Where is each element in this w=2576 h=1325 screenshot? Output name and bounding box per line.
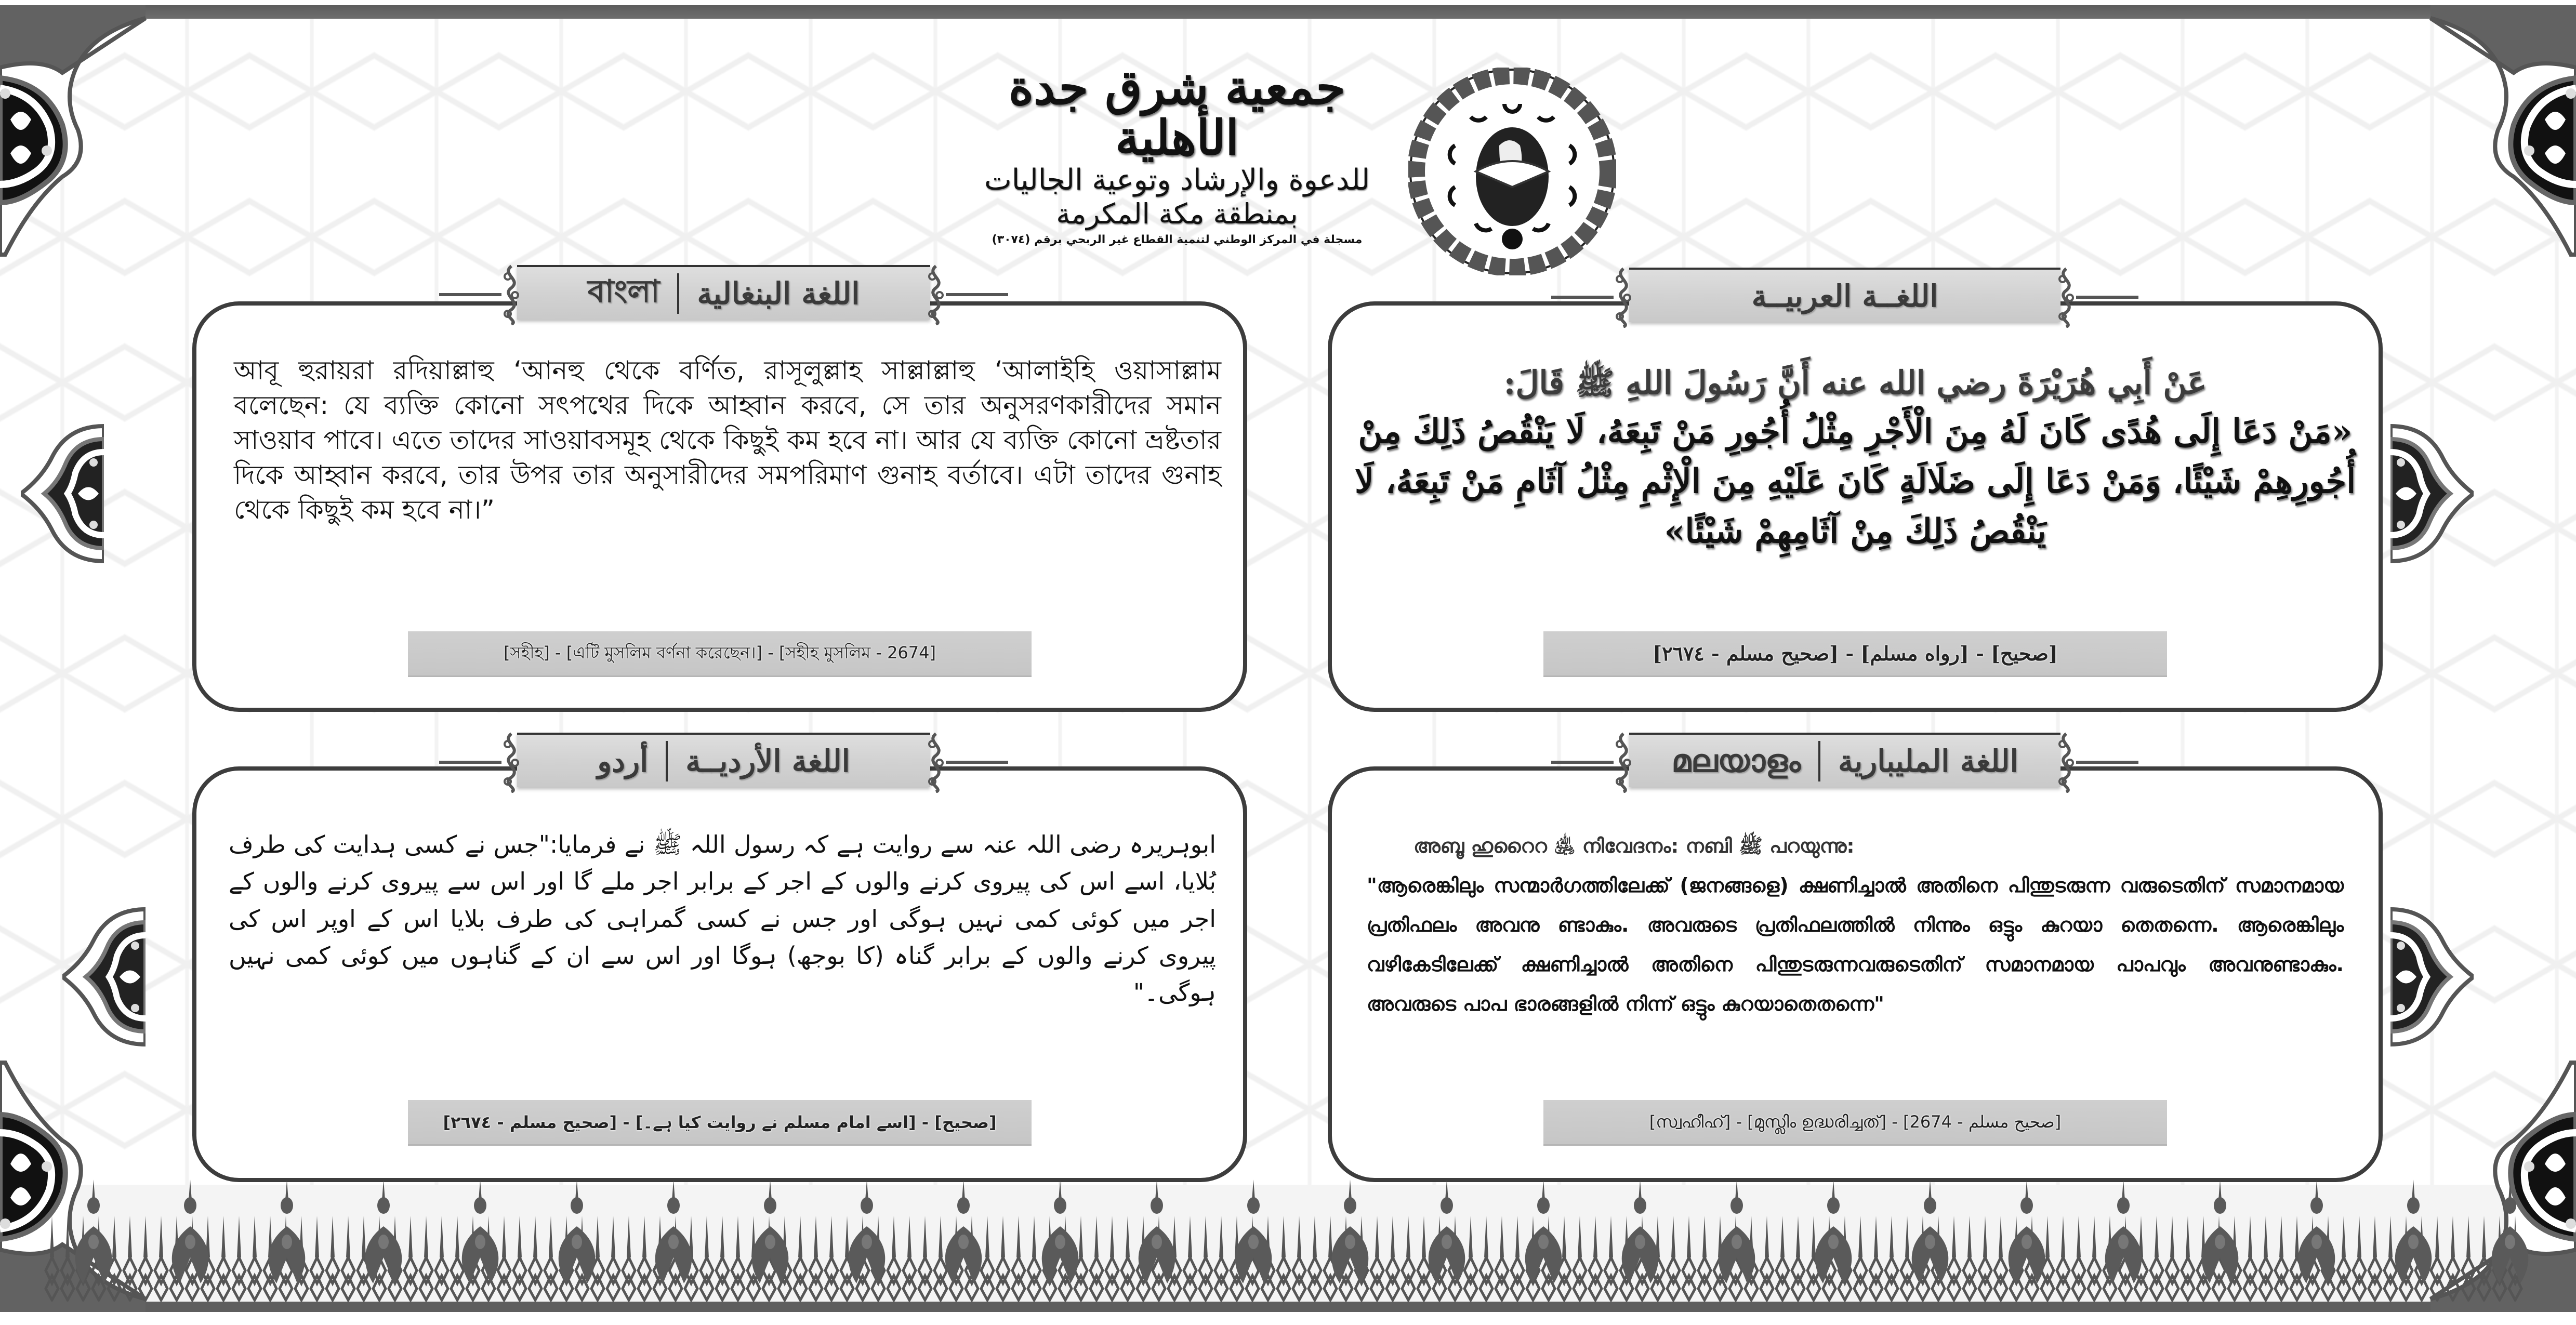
frieze-ornament-element xyxy=(2342,1216,2346,1257)
frieze-ornament-element xyxy=(1328,1216,1332,1257)
frieze-ornament-element xyxy=(1874,1216,1878,1257)
frieze-ornament-element xyxy=(1345,1235,1355,1249)
arabic-hadith-text: «مَنْ دَعَا إِلَى هُدًى كَانَ لَهُ مِنَ الْأَجْرِ مِثْلُ أُجُورِ مَنْ تَبِعَهُ، لَا يَنْقُصُ ذَلِكَ مِنْ أُجُورِهِمْ شَيْئًا، وَمَنْ دَعَا إِلَى ضَلَالَةٍ كَانَ عَلَيْهِ مِنَ الْإِثْمِ مِثْلُ آثَامِ مَنْ تَبِعَهُ، لَا يَنْقُصُ ذَلِكَ مِنْ آثَامِهِمْ شَيْئًا» xyxy=(1355,412,2356,551)
bengali-hadith-text: আবূ হুরায়রা রদিয়াল্লাহু ‘আনহু থেকে বর্ণিত, রাসূলুল্লাহ সাল্লাল্লাহু ‘আলাইহি ওয়াসাল্লাম বলেছেন: যে ব্যক্তি কোনো সৎপথের দিকে আহ্বান করবে, সে তার অনুসরণকারীদের সমান সাওয়াব পাবে। এতে তাদের সাওয়াবসমূহ থেকে কিছুই কম হবে না। আর যে ব্যক্তি কোনো ভ্রষ্টতার দিকে আহ্বান করবে, তার উপর তার অনুসারীদের সমপরিমাণ গুনাহ বর্তাবে। এটা তাদের গুনাহ থেকে কিছুই কম হবে না।” xyxy=(234,355,1221,525)
frieze-ornament-element xyxy=(112,1216,116,1257)
frieze-ornament-element xyxy=(1054,1197,1066,1214)
frieze-ornament-element xyxy=(2117,1197,2130,1214)
frieze-ornament-element xyxy=(2482,1216,2486,1257)
frieze-ornament-element xyxy=(1219,1216,1223,1257)
frieze-ornament-element xyxy=(572,1235,582,1249)
frieze-ornament-element xyxy=(596,1216,600,1257)
frieze-ornament-element xyxy=(1441,1197,1453,1214)
frieze-ornament-element xyxy=(1562,1216,1566,1257)
frieze-ornament-element xyxy=(1282,1216,1286,1257)
flourish-ornament-icon xyxy=(2053,267,2079,328)
flourish-ornament-icon xyxy=(923,264,949,325)
malayalam-label-native: മലയാളം xyxy=(1671,743,1801,779)
frieze-ornament-element xyxy=(1094,1216,1099,1257)
frieze-ornament-element xyxy=(2357,1216,2361,1257)
frieze-ornament-element xyxy=(1994,1257,2007,1300)
frieze-ornament-element xyxy=(1925,1235,1935,1249)
arabic-plaque xyxy=(1629,268,2060,322)
frieze-ornament-element xyxy=(46,1257,58,1300)
frieze-ornament-element xyxy=(939,1216,943,1257)
frieze-ornament-element xyxy=(1106,1257,1118,1300)
frieze-ornament-element xyxy=(810,1257,822,1300)
frieze-ornament-element xyxy=(2182,1257,2194,1300)
bengali-label-native: বাংলা xyxy=(587,273,660,310)
frieze-ornament-element xyxy=(1055,1235,1065,1249)
frieze-ornament-element xyxy=(814,1216,818,1257)
frieze-ornament-element xyxy=(825,1257,838,1300)
frieze-ornament-element xyxy=(2215,1235,2225,1249)
frieze-ornament-element xyxy=(2022,1235,2032,1249)
frieze-ornament-element xyxy=(1905,1216,1909,1257)
frieze-ornament-element xyxy=(529,1257,541,1300)
frieze-ornament-element xyxy=(627,1216,631,1257)
arabic-hadith-intro: عَنْ أَبِي هُرَيْرَةَ رضي الله عنه أَنَّ رَسُولَ اللهِ ﷺ قَالَ: xyxy=(1503,364,2207,402)
frieze-ornament-element xyxy=(798,1216,802,1257)
frieze-ornament-element xyxy=(907,1216,911,1257)
frieze-ornament-element xyxy=(1309,1257,1321,1300)
frieze-ornament-element xyxy=(2478,1257,2490,1300)
frieze-ornament-element xyxy=(139,1257,152,1300)
side-medallion-left-upper xyxy=(21,416,104,572)
frieze-ornament-element xyxy=(1538,1235,1549,1249)
plaque-line-left xyxy=(439,761,501,764)
frieze-ornament-element xyxy=(1683,1257,1695,1300)
frieze-ornament-element xyxy=(237,1216,241,1257)
frieze-ornament-element xyxy=(1635,1235,1645,1249)
arabic-hadith-block xyxy=(1351,359,2359,556)
frieze-ornament-element xyxy=(1885,1257,1898,1300)
frieze-ornament-element xyxy=(451,1257,464,1300)
flourish-ornament-icon xyxy=(923,732,949,793)
frieze-ornament-element xyxy=(2466,1216,2471,1257)
frieze-ornament-element xyxy=(143,1216,148,1257)
frieze-ornament-element xyxy=(2088,1257,2101,1300)
frieze-ornament-element xyxy=(829,1216,834,1257)
frieze-ornament-element xyxy=(2264,1216,2268,1257)
urdu-label-native: أردو xyxy=(597,743,649,779)
frieze-ornament-element xyxy=(408,1216,413,1257)
frieze-ornament-element xyxy=(997,1257,1009,1300)
frieze-ornament-element xyxy=(1313,1216,1317,1257)
frieze-ornament-element xyxy=(2057,1257,2069,1300)
frieze-ornament-element xyxy=(668,1235,679,1249)
frieze-ornament-element xyxy=(253,1216,257,1257)
frieze-ornament-element xyxy=(2388,1216,2393,1257)
frieze-ornament-element xyxy=(2275,1257,2288,1300)
frieze-ornament-element xyxy=(1999,1216,2003,1257)
frieze-ornament-element xyxy=(2408,1235,2419,1249)
malayalam-hadith-text: "ആരെങ്കിലും സന്മാർഗത്തിലേക്ക് (ജനങ്ങളെ) ക്ഷണിച്ചാൽ അതിനെ പിന്തുടരുന്ന വരുടെതിന് സമാനമായ പ്രതിഫലം അവനു ണ്ടാകും. അവരുടെ പ്രതിഫലത്തിൽ നിന്നും ഒട്ടും കുറയാ തെതന്നെ. ആരെങ്കിലും വഴികേടിലേക്ക് ക്ഷണിച്ചാൽ അതിനെ പിന്തുടരുന്നവരുടെതിന് സമാനമായ പാപവും അവനുണ്ടാകും. അവരുടെ പാപ ഭാരങ്ങളിൽ നിന്ന് ഒട്ടും കുറയാതെതന്നെ" xyxy=(1367,874,2344,1015)
frieze-ornament-element xyxy=(764,1197,776,1214)
frieze-ornament-element xyxy=(513,1257,526,1300)
frieze-ornament-element xyxy=(611,1216,615,1257)
plaque-line-right xyxy=(2076,296,2138,299)
frieze-ornament-element xyxy=(1609,1216,1613,1257)
frieze-ornament-element xyxy=(1371,1257,1383,1300)
frieze-ornament-element xyxy=(2150,1257,2163,1300)
frieze-ornament-element xyxy=(50,1216,54,1257)
frieze-ornament-element xyxy=(2504,1197,2516,1214)
plaque-line-right xyxy=(946,293,1008,296)
frieze-ornament-element xyxy=(518,1216,522,1257)
frieze-ornament-element xyxy=(1761,1257,1773,1300)
frieze-ornament-element xyxy=(1924,1197,1936,1214)
frieze-ornament-element xyxy=(571,1197,583,1214)
frieze-ornament-element xyxy=(985,1216,989,1257)
frieze-ornament-element xyxy=(342,1257,354,1300)
frieze-ornament-element xyxy=(2373,1216,2377,1257)
frieze-ornament-element xyxy=(1963,1257,1976,1300)
organization-subtitle: للدعوة والإرشاد وتوعية الجاليات xyxy=(984,163,1370,197)
frieze-ornament-element xyxy=(88,1235,99,1249)
arabic-citation: [صحيح] - [رواه مسلم] - [صحيح مسلم - ٢٦٧٤] xyxy=(1543,631,2167,677)
frieze-ornament-element xyxy=(331,1216,335,1257)
frieze-ornament-element xyxy=(1537,1197,1550,1214)
frieze-ornament-element xyxy=(888,1257,900,1300)
plaque-line-left xyxy=(1551,296,1614,299)
frieze-ornament-element xyxy=(957,1197,970,1214)
frieze-ornament-element xyxy=(1870,1257,1882,1300)
frieze-ornament-element xyxy=(2214,1197,2226,1214)
frieze-ornament-element xyxy=(1796,1216,1800,1257)
frieze-ornament-element xyxy=(2020,1197,2033,1214)
frieze-ornament-element xyxy=(65,1216,70,1257)
frieze-ornament-element xyxy=(184,1197,196,1214)
frieze-ornament-element xyxy=(720,1216,724,1257)
bengali-plaque xyxy=(517,265,930,320)
frieze-ornament-element xyxy=(440,1216,444,1257)
frieze-ornament-element xyxy=(420,1257,432,1300)
organization-title-block xyxy=(956,59,1398,247)
frieze-ornament-element xyxy=(498,1257,510,1300)
frieze-ornament-element xyxy=(1079,1216,1083,1257)
top-frame-bar xyxy=(0,5,2576,19)
frieze-ornament-element xyxy=(1028,1257,1040,1300)
frieze-ornament-element xyxy=(1121,1257,1134,1300)
frieze-ornament-element xyxy=(2337,1257,2350,1300)
plaque-line-left xyxy=(439,293,501,296)
frieze-ornament-element xyxy=(1184,1257,1196,1300)
frieze-ornament-element xyxy=(87,1197,100,1214)
frieze-ornament-element xyxy=(1952,1216,1956,1257)
frieze-ornament-element xyxy=(404,1257,417,1300)
frieze-ornament-element xyxy=(2248,1216,2252,1257)
flourish-ornament-icon xyxy=(498,264,524,325)
frieze-ornament-element xyxy=(981,1257,994,1300)
frieze-ornament-element xyxy=(1199,1257,1212,1300)
frieze-ornament-element xyxy=(736,1216,740,1257)
frieze-ornament-element xyxy=(2310,1197,2323,1214)
malayalam-citation: [സ്വഹീഹ്] - [മുസ്ലിം ഉദ്ധരിച്ചത്] - [صحيح مسلم - 2674] xyxy=(1543,1100,2167,1146)
frieze-ornament-element xyxy=(1765,1216,1769,1257)
frieze-ornament-element xyxy=(1469,1216,1473,1257)
frieze-ornament-element xyxy=(1511,1257,1524,1300)
frieze-ornament-element xyxy=(248,1257,261,1300)
frieze-ornament-element xyxy=(1375,1216,1379,1257)
frieze-ornament-element xyxy=(765,1235,775,1249)
frieze-ornament-element xyxy=(1496,1257,1508,1300)
frieze-ornament-element xyxy=(1204,1216,1208,1257)
plaque-separator xyxy=(666,741,668,781)
frieze-ornament-element xyxy=(1293,1257,1305,1300)
frieze-ornament-element xyxy=(1702,1216,1707,1257)
side-medallion-right-upper xyxy=(2390,416,2474,572)
frieze-ornament-element xyxy=(1605,1257,1617,1300)
flourish-ornament-icon xyxy=(1610,267,1636,328)
frieze-ornament-element xyxy=(2431,1257,2443,1300)
frieze-ornament-element xyxy=(311,1257,323,1300)
organization-name: جمعية شرق جدة الأهلية xyxy=(1008,59,1346,166)
frieze-ornament-element xyxy=(1001,1216,1005,1257)
frieze-ornament-element xyxy=(455,1216,459,1257)
frieze-ornament-element xyxy=(1780,1216,1785,1257)
frieze-ornament-element xyxy=(2311,1235,2322,1249)
frieze-ornament-element xyxy=(233,1257,245,1300)
flourish-ornament-icon xyxy=(498,732,524,793)
frieze-ornament-element xyxy=(1828,1235,1839,1249)
frieze-ornament-element xyxy=(716,1257,729,1300)
frieze-ornament-element xyxy=(185,1235,195,1249)
frieze-ornament-element xyxy=(1406,1216,1410,1257)
frieze-ornament-element xyxy=(1687,1216,1691,1257)
malayalam-hadith-block xyxy=(1367,826,2344,1024)
frieze-ornament-element xyxy=(1515,1216,1520,1257)
globe-book-crescents-icon xyxy=(1408,68,1616,275)
frieze-ornament-element xyxy=(2077,1216,2081,1257)
frieze-ornament-element xyxy=(1776,1257,1789,1300)
frieze-ornament-element xyxy=(2092,1216,2096,1257)
frieze-ornament-element xyxy=(533,1216,537,1257)
plaque-line-left xyxy=(1551,761,1614,764)
frieze-ornament-element xyxy=(794,1257,807,1300)
frieze-ornament-element xyxy=(861,1197,873,1214)
frieze-ornament-element xyxy=(346,1216,350,1257)
frieze-ornament-element xyxy=(2384,1257,2397,1300)
plaque-line-right xyxy=(946,761,1008,764)
side-medallion-left-lower xyxy=(62,899,146,1055)
frieze-ornament-element xyxy=(1732,1235,1742,1249)
frieze-ornament-element xyxy=(1188,1216,1192,1257)
frieze-ornament-element xyxy=(1827,1197,1840,1214)
frieze-ornament-element xyxy=(2451,1216,2455,1257)
frieze-ornament-element xyxy=(2186,1216,2190,1257)
frieze-ornament-element xyxy=(1215,1257,1227,1300)
frieze-ornament-element xyxy=(1890,1216,1894,1257)
frieze-ornament-element xyxy=(315,1216,319,1257)
frieze-ornament-element xyxy=(623,1257,635,1300)
frieze-ornament-element xyxy=(159,1216,163,1257)
frieze-ornament-element xyxy=(701,1257,713,1300)
frieze-ornament-element xyxy=(1152,1235,1162,1249)
frieze-ornament-element xyxy=(282,1235,292,1249)
frieze-ornament-element xyxy=(378,1235,389,1249)
frieze-ornament-element xyxy=(1858,1216,1862,1257)
frieze-ornament-element xyxy=(1090,1257,1103,1300)
frieze-ornament-element xyxy=(1248,1235,1259,1249)
frieze-ornament-element xyxy=(1812,1216,1816,1257)
malayalam-plaque xyxy=(1629,733,2060,787)
frieze-ornament-element xyxy=(155,1257,167,1300)
frieze-ornament-element xyxy=(1247,1197,1260,1214)
frieze-ornament-element xyxy=(934,1257,947,1300)
malayalam-label-arabic: اللغة المليبارية xyxy=(1838,743,2018,779)
frieze-ornament-element xyxy=(1422,1216,1426,1257)
frieze-ornament-element xyxy=(435,1257,448,1300)
frieze-ornament-element xyxy=(1983,1216,1987,1257)
frieze-ornament-element xyxy=(549,1216,553,1257)
corner-ornament-top-left xyxy=(0,5,151,265)
frieze-ornament-element xyxy=(128,1216,132,1257)
frieze-ornament-element xyxy=(1948,1257,1960,1300)
frieze-ornament-element xyxy=(2295,1216,2299,1257)
frieze-ornament-element xyxy=(2447,1257,2459,1300)
frieze-ornament-element xyxy=(2072,1257,2085,1300)
frieze-ornament-element xyxy=(892,1216,896,1257)
frieze-ornament-element xyxy=(474,1197,486,1214)
frieze-ornament-element xyxy=(502,1216,506,1257)
frieze-ornament-element xyxy=(2353,1257,2366,1300)
frieze-ornament-element xyxy=(1418,1257,1430,1300)
frieze-ornament-element xyxy=(1032,1216,1036,1257)
malayalam-hadith-intro: അബൂ ഹുറൈറ ﵁ നിവേദനം: നബി ﷺ പറയുന്നു: xyxy=(1414,834,1855,857)
frieze-ornament-element xyxy=(217,1257,230,1300)
flourish-ornament-icon xyxy=(1610,732,1636,793)
frieze-ornament-element xyxy=(1500,1216,1504,1257)
plaque-line-right xyxy=(2076,761,2138,764)
frieze-ornament-element xyxy=(1698,1257,1711,1300)
frieze-ornament-element xyxy=(545,1257,557,1300)
frieze-ornament-element xyxy=(2369,1257,2381,1300)
bottom-frieze-ornament xyxy=(42,1180,2534,1302)
frieze-ornament-element xyxy=(923,1216,927,1257)
bengali-citation: [সহীহ] - [এটি মুসলিম বর্ণনা করেছেন।] - [সহীহ মুসলিম - 2674] xyxy=(408,631,1032,677)
side-medallion-right-lower xyxy=(2390,899,2474,1055)
frieze-ornament-element xyxy=(221,1216,226,1257)
frieze-ornament-element xyxy=(705,1216,709,1257)
frieze-ornament-element xyxy=(424,1216,428,1257)
frieze-ornament-element xyxy=(1634,1197,1646,1214)
frieze-ornament-element xyxy=(845,1216,849,1257)
frieze-ornament-element xyxy=(377,1197,390,1214)
urdu-plaque xyxy=(517,733,930,787)
frieze-ornament-element xyxy=(607,1257,619,1300)
frieze-ornament-element xyxy=(732,1257,744,1300)
frieze-ornament-element xyxy=(919,1257,931,1300)
bengali-label-arabic: اللغة البنغالية xyxy=(697,275,860,311)
corner-ornament-top-right xyxy=(2425,5,2576,265)
frieze-ornament-element xyxy=(642,1216,646,1257)
frieze-ornament-element xyxy=(475,1235,485,1249)
frieze-ornament-element xyxy=(2279,1216,2283,1257)
flourish-ornament-icon xyxy=(2053,732,2079,793)
frieze-ornament-element xyxy=(2045,1216,2050,1257)
frieze-ornament-element xyxy=(1464,1257,1477,1300)
plaque-separator xyxy=(677,273,679,314)
frieze-ornament-element xyxy=(1589,1257,1602,1300)
frieze-ornament-element xyxy=(1012,1257,1025,1300)
frieze-ornament-element xyxy=(1480,1257,1492,1300)
registration-note: مسجلة في المركز الوطني لتنمية القطاع غير الربحي برقم (٣٠٧٤) xyxy=(992,233,1363,247)
frieze-ornament-element xyxy=(1442,1235,1452,1249)
frieze-ornament-element xyxy=(1110,1216,1114,1257)
frieze-ornament-element xyxy=(124,1257,136,1300)
organization-region: بمنطقة مكة المكرمة xyxy=(1056,197,1298,231)
frieze-ornament-element xyxy=(667,1197,680,1214)
frieze-ornament-element xyxy=(862,1235,872,1249)
plaque-separator xyxy=(1818,741,1820,781)
frieze-ornament-element xyxy=(2260,1257,2272,1300)
frieze-ornament-element xyxy=(1979,1257,1991,1300)
frieze-ornament-element xyxy=(1297,1216,1301,1257)
arabic-label: اللغــة العربيــة xyxy=(1751,278,1938,314)
urdu-label-arabic: اللغة الأرديــة xyxy=(685,743,850,779)
organization-header xyxy=(956,59,1606,270)
frieze-ornament-element xyxy=(1277,1257,1290,1300)
frieze-ornament-element xyxy=(2505,1235,2515,1249)
frieze-ornament-element xyxy=(1016,1216,1021,1257)
frieze-ornament-element xyxy=(638,1257,651,1300)
frieze-ornament-element xyxy=(1792,1257,1804,1300)
frieze-ornament-element xyxy=(61,1257,74,1300)
frieze-ornament-element xyxy=(1667,1257,1680,1300)
frieze-ornament-element xyxy=(1402,1257,1415,1300)
frieze-ornament-element xyxy=(958,1235,969,1249)
frieze-ornament-element xyxy=(1151,1197,1163,1214)
urdu-citation: [صحیح] - [اسے امام مسلم نے روایت کیا ہے۔] - [صحيح مسلم - ٢٦٧٤] xyxy=(408,1100,1032,1146)
frieze-ornament-element xyxy=(281,1197,293,1214)
frieze-ornament-element xyxy=(1671,1216,1675,1257)
frieze-ornament-element xyxy=(2462,1257,2475,1300)
frieze-ornament-element xyxy=(1126,1216,1130,1257)
frieze-ornament-element xyxy=(1574,1257,1586,1300)
frieze-ornament-element xyxy=(2170,1216,2174,1257)
frieze-ornament-element xyxy=(1854,1257,1867,1300)
frieze-ornament-element xyxy=(2118,1235,2129,1249)
frieze-ornament-element xyxy=(2407,1197,2420,1214)
frieze-ornament-element xyxy=(2155,1216,2159,1257)
frieze-ornament-element xyxy=(1593,1216,1597,1257)
frieze-ornament-element xyxy=(2435,1216,2439,1257)
frieze-ornament-element xyxy=(1967,1216,1972,1257)
frieze-ornament-element xyxy=(326,1257,339,1300)
frieze-ornament-element xyxy=(903,1257,916,1300)
frieze-ornament-element xyxy=(362,1216,366,1257)
frieze-ornament-element xyxy=(1344,1197,1356,1214)
frieze-ornament-element xyxy=(1386,1257,1399,1300)
frieze-ornament-element xyxy=(1484,1216,1488,1257)
urdu-hadith-text: ابوہریرہ رضی اللہ عنہ سے روایت ہے کہ رسول اللہ ﷺ نے فرمایا:"جس نے کسی ہدایت کی طرف بُلایا، اسے اس کی پیروی کرنے والوں کے اجر کے برابر اجر ملے گا اور اس سے پیروی کرنے والوں کے اجر میں کوئی کمی نہیں ہوگی اور جس نے کسی گمراہی کی طرف بلایا اس کے اوپر اس کی پیروی کرنے والوں کے برابر گناہ (کا بوجھ) ہوگا اور اس سے ان کے گناہوں میں کوئی کمی نہیں ہوگی۔" xyxy=(229,830,1216,1007)
frieze-ornament-element xyxy=(1901,1257,1913,1300)
frieze-ornament-element xyxy=(1391,1216,1395,1257)
bottom-frame-bar xyxy=(0,1302,2576,1312)
frieze-ornament-element xyxy=(2061,1216,2065,1257)
frieze-ornament-element xyxy=(2244,1257,2256,1300)
frieze-ornament-element xyxy=(1578,1216,1582,1257)
frieze-ornament-element xyxy=(1730,1197,1743,1214)
frieze-ornament-element xyxy=(2166,1257,2178,1300)
